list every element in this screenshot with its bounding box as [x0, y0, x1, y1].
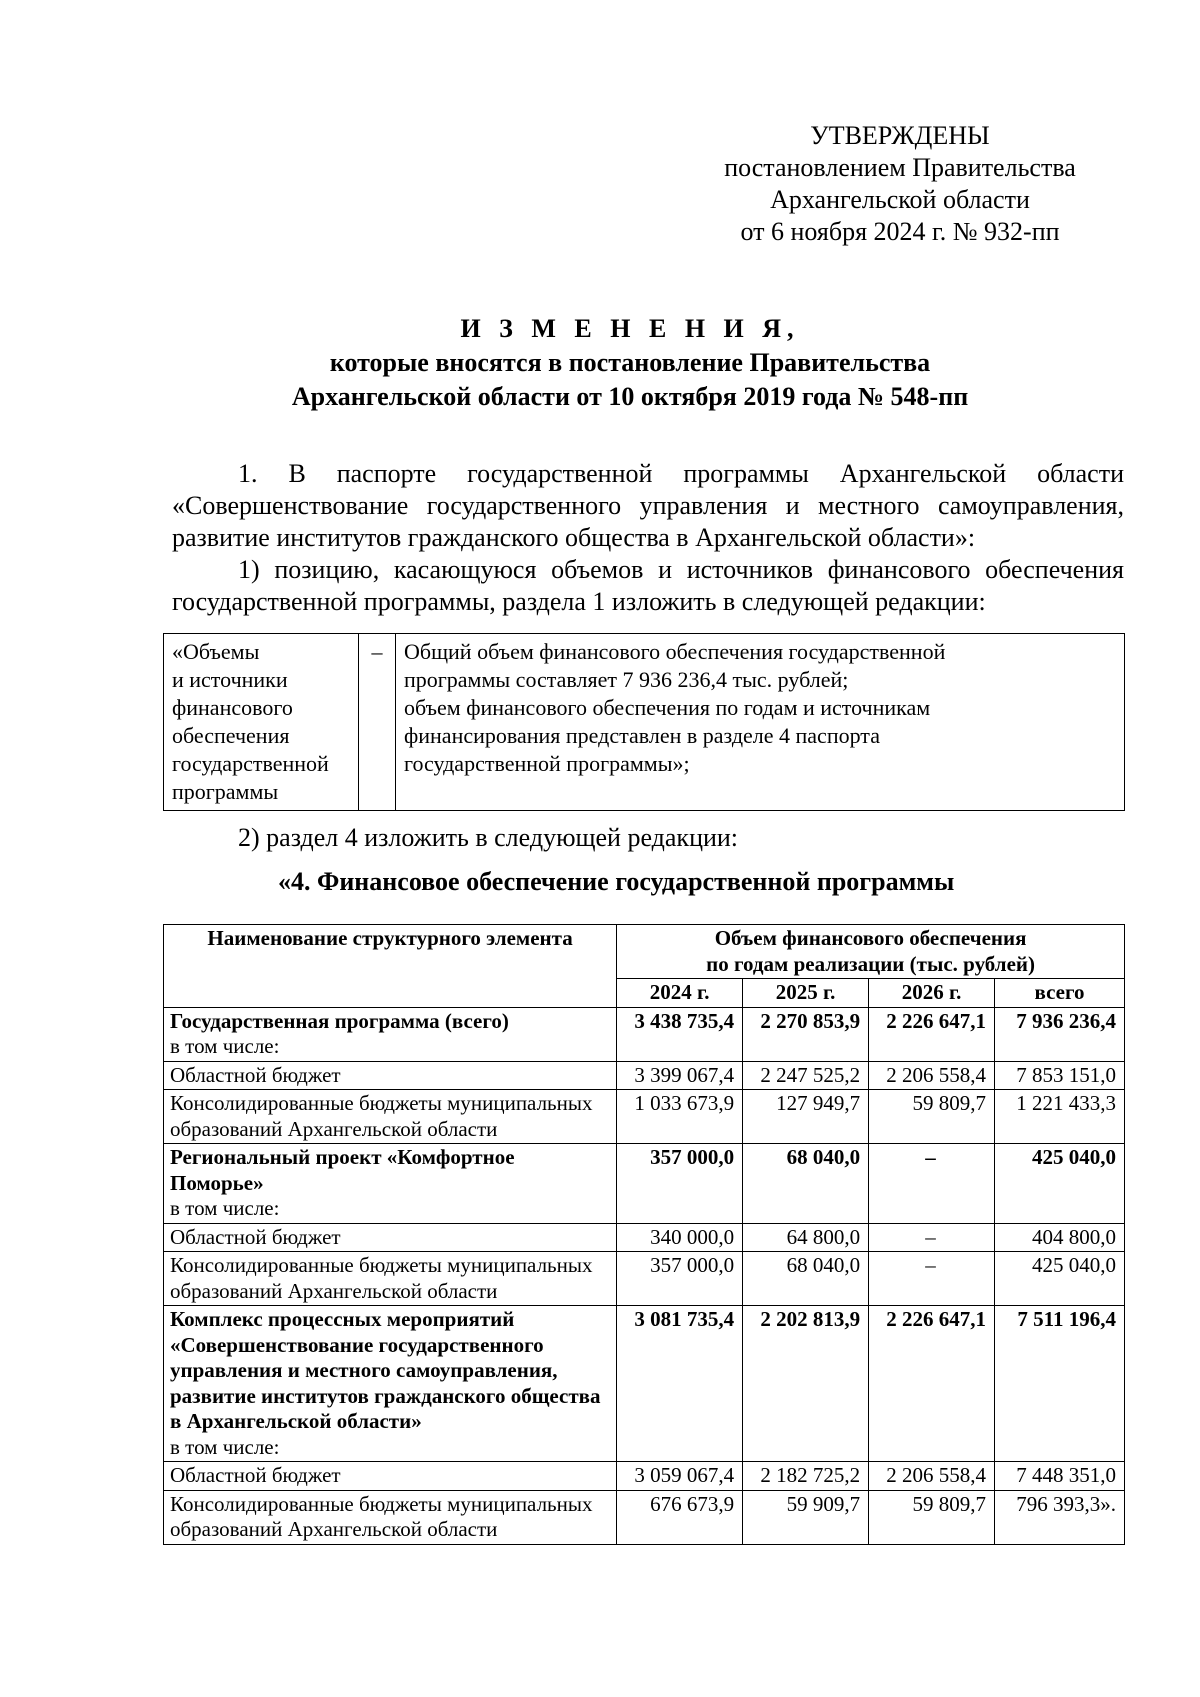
value-cell: 404 800,0 — [995, 1223, 1125, 1252]
approval-line-3: Архангельской области — [770, 185, 1030, 214]
value-cell: 64 800,0 — [743, 1223, 869, 1252]
value-cell: 3 438 735,4 — [617, 1007, 743, 1061]
paragraph-2-line-2: государственной программы, раздела 1 изложить в следующей редакции: — [172, 587, 986, 616]
header-year-2024: 2024 г. — [617, 979, 743, 1008]
passport-table — [163, 633, 1125, 811]
passport-label-line: обеспечения — [172, 723, 290, 748]
value-cell: – — [869, 1223, 995, 1252]
value-cell: 2 247 525,2 — [743, 1061, 869, 1090]
passport-text-line: государственной программы»; — [404, 751, 690, 776]
table-row — [164, 1090, 1125, 1144]
header-total: всего — [995, 979, 1125, 1008]
value-cell: 357 000,0 — [617, 1252, 743, 1306]
value-cell: – — [869, 1252, 995, 1306]
value-cell: 1 221 433,3 — [995, 1090, 1125, 1144]
paragraph-1-line-3: развитие институтов гражданского общества в Архангельской области»: — [172, 523, 976, 552]
row-name-cell — [164, 1007, 617, 1061]
passport-text-line: программы составляет 7 936 236,4 тыс. рублей; — [404, 667, 849, 692]
header-year-2026: 2026 г. — [869, 979, 995, 1008]
header-group-line-1: Объем финансового обеспечения — [714, 926, 1027, 950]
paragraph-1-line-1: 1. В паспорте государственной программы Архангельской области — [238, 459, 1124, 488]
value-cell: 676 673,9 — [617, 1490, 743, 1544]
header-year-2025: 2025 г. — [743, 979, 869, 1008]
approval-line-4: от 6 ноября 2024 г. № 932-пп — [740, 217, 1060, 246]
title-line-2: которые вносятся в постановление Правительства — [329, 348, 931, 377]
passport-text-line: объем финансового обеспечения по годам и источникам — [404, 695, 931, 720]
table-row — [164, 1306, 1125, 1462]
row-name: Консолидированные бюджеты муниципальных образований Архангельской области — [170, 1091, 593, 1141]
row-name: Областной бюджет — [170, 1463, 341, 1487]
value-cell: 2 270 853,9 — [743, 1007, 869, 1061]
passport-label-line: и источники — [172, 667, 288, 692]
header-group-line-2: по годам реализации (тыс. рублей) — [706, 951, 1035, 976]
value-cell: 59 909,7 — [743, 1490, 869, 1544]
value-cell: 59 809,7 — [869, 1090, 995, 1144]
value-cell: 2 226 647,1 — [869, 1306, 995, 1462]
passport-label-line: «Объемы — [172, 639, 260, 664]
value-cell: 7 448 351,0 — [995, 1462, 1125, 1491]
approval-line-1: УТВЕРЖДЕНЫ — [810, 121, 990, 150]
row-name-cell — [164, 1490, 617, 1544]
section-heading — [172, 866, 1124, 898]
paragraph-2-line-1: 1) позицию, касающуюся объемов и источников финансового обеспечения — [238, 555, 1124, 584]
header-name-col: Наименование структурного элемента — [164, 925, 617, 1008]
value-cell: 796 393,3». — [995, 1490, 1125, 1544]
document-title — [180, 312, 1080, 414]
table-row — [164, 1252, 1125, 1306]
value-cell: 127 949,7 — [743, 1090, 869, 1144]
value-cell: 7 511 196,4 — [995, 1306, 1125, 1462]
approval-block — [700, 120, 1100, 248]
row-name-cell — [164, 1223, 617, 1252]
value-cell: – — [869, 1144, 995, 1224]
row-name-cell — [164, 1252, 617, 1306]
paragraph-3-text: 2) раздел 4 изложить в следующей редакции: — [238, 823, 739, 852]
passport-label-line: финансового — [172, 695, 293, 720]
passport-text-line: финансирования представлен в разделе 4 паспорта — [404, 723, 880, 748]
title-line-3: Архангельской области от 10 октября 2019 года № 548-пп — [291, 382, 969, 411]
row-name: Консолидированные бюджеты муниципальных образований Архангельской области — [170, 1491, 593, 1541]
value-cell: 2 202 813,9 — [743, 1306, 869, 1462]
row-name: Областной бюджет — [170, 1224, 341, 1249]
passport-label-cell — [164, 634, 359, 811]
table-row — [164, 1007, 1125, 1061]
passport-row — [164, 634, 1125, 811]
header-group — [617, 925, 1125, 979]
row-name-cell — [164, 1144, 617, 1224]
row-name: Региональный проект «Комфортное Поморье» — [170, 1145, 515, 1195]
value-cell: 425 040,0 — [995, 1144, 1125, 1224]
value-cell: 3 059 067,4 — [617, 1462, 743, 1491]
table-row — [164, 1061, 1125, 1090]
row-name: Консолидированные бюджеты муниципальных образований Архангельской области — [170, 1253, 593, 1303]
row-name: Областной бюджет — [170, 1062, 341, 1087]
value-cell: 357 000,0 — [617, 1144, 743, 1224]
row-name: Государственная программа (всего) — [170, 1008, 509, 1033]
value-cell: 425 040,0 — [995, 1252, 1125, 1306]
paragraph-1-line-2: «Совершенствование государственного управления и местного самоуправления, — [172, 491, 1124, 520]
value-cell: 2 182 725,2 — [743, 1462, 869, 1491]
value-cell: 68 040,0 — [743, 1252, 869, 1306]
paragraph-1 — [172, 458, 1124, 618]
section-heading-text: «4. Финансовое обеспечение государственной программы — [278, 867, 955, 896]
table-row — [164, 1223, 1125, 1252]
row-name: Комплекс процессных мероприятий «Совершенствование государственного управления и местного самоуправления, развитие институтов гражданского общества в Архангельской области» — [170, 1307, 601, 1433]
approval-line-2: постановлением Правительства — [724, 153, 1076, 182]
table-row — [164, 1462, 1125, 1491]
value-cell: 2 226 647,1 — [869, 1007, 995, 1061]
finance-table — [163, 924, 1125, 1545]
row-name-cell — [164, 1306, 617, 1462]
row-subtitle: в том числе: — [170, 1034, 280, 1058]
value-cell: 59 809,7 — [869, 1490, 995, 1544]
value-cell: 68 040,0 — [743, 1144, 869, 1224]
passport-label-line: государственной — [172, 751, 329, 776]
value-cell: 2 206 558,4 — [869, 1462, 995, 1491]
finance-header-row — [164, 925, 1125, 979]
passport-dash-cell: – — [359, 634, 396, 811]
value-cell: 3 399 067,4 — [617, 1061, 743, 1090]
row-subtitle: в том числе: — [170, 1196, 280, 1220]
table-row — [164, 1490, 1125, 1544]
passport-text-line: Общий объем финансового обеспечения государственной — [404, 639, 946, 664]
value-cell: 3 081 735,4 — [617, 1306, 743, 1462]
table-row — [164, 1144, 1125, 1224]
paragraph-3 — [172, 822, 1124, 854]
passport-label-line: программы — [172, 779, 279, 804]
value-cell: 2 206 558,4 — [869, 1061, 995, 1090]
row-name-cell — [164, 1061, 617, 1090]
value-cell: 7 936 236,4 — [995, 1007, 1125, 1061]
row-subtitle: в том числе: — [170, 1434, 280, 1459]
value-cell: 340 000,0 — [617, 1223, 743, 1252]
value-cell: 1 033 673,9 — [617, 1090, 743, 1144]
value-cell: 7 853 151,0 — [995, 1061, 1125, 1090]
title-line-1: И З М Е Н Е Н И Я, — [460, 314, 800, 343]
passport-text-cell — [396, 634, 1125, 811]
row-name-cell — [164, 1462, 617, 1491]
row-name-cell — [164, 1090, 617, 1144]
